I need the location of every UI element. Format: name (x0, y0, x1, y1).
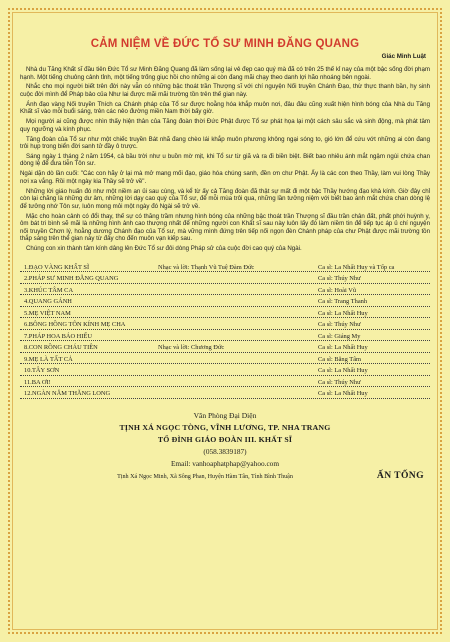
track-singer: Ca sĩ: La Nhất Huy (318, 309, 368, 317)
track-row (20, 387, 430, 399)
track-credit: Nhạc và lời: Thạnh Vũ Tuệ Đàm Đức (158, 263, 255, 271)
footer (20, 411, 430, 480)
track-singer: Ca sĩ: Thúy Như (318, 378, 361, 386)
paragraph: Mặc cho hoàn cảnh có đổi thay, thế sự có thăng trầm nhưng hình bóng của những bậc thoát trần Thượng sĩ đầu trần chân đất, phất phới huỳnh y, ôm bát tri bình sẽ mãi là những hình ảnh cao thượng nhất để những người con Khất sĩ sau này luôn lấy đó làm niềm tin để tiếp tục áp ủ chí nguyện nối truyền Chơn lý, hoằng dương Chánh đạo của Tổ sư, mà vững mình đứng trên tiếp nối ngọn đèn Chánh pháp của chư Phật được mãi trường tồn thắp sáng trên thế gian này từ đây cho đến muôn vạn kiếp sau. (20, 212, 430, 243)
track-row (20, 341, 430, 353)
track-name: 1.ĐẠO VÀNG KHẤT SĨ (24, 263, 90, 271)
paragraph: Ngài dặn dò lần cuối: "Các con hãy ở lại mà mở mang mối đạo, giáo hóa chúng sanh, đền ơn chư Phật. Ấy là các con theo Thầy, làm vui lòng Thầy nơi xa vắng. Rồi một ngày kia Thầy sẽ trở về". (20, 170, 430, 185)
track-singer: Ca sĩ: Thúy Như (318, 321, 361, 329)
address-line (20, 469, 430, 481)
track-singer: Ca sĩ: La Nhất Huy (318, 344, 368, 352)
track-singer: Ca sĩ: Thúy Như (318, 275, 361, 283)
phone-number: (058.3839187) (203, 446, 247, 456)
track-row (20, 330, 430, 342)
track-name: 11.BA ƠI! (24, 378, 51, 386)
author: Giác Minh Luật (381, 53, 426, 60)
track-name: 2.PHÁP SƯ MINH ĐĂNG QUANG (24, 275, 119, 283)
content (20, 38, 430, 480)
track-row (20, 364, 430, 376)
paragraph: Nhắc cho mọi người biết trên đời này vẫn có những bậc thoát trần Thượng sĩ với chí nguyện Nối truyền Chánh Đạo, thừ thực thanh bần, hy sinh cuộc đời mình để Pháp bảo của Như lai được mãi mãi trường tồn trên thế gian này. (20, 83, 430, 98)
track-name: 3.KHÚC TÂM CA (24, 286, 74, 294)
track-name: 12.NGÀN NĂM THĂNG LONG (24, 390, 111, 398)
track-credit: Nhạc và lời: Chương Đức (158, 344, 225, 352)
article-body (20, 66, 430, 253)
publication-stamp: ẤN TỐNG (376, 469, 424, 481)
track-list (20, 261, 430, 399)
organization-name: TỔ ĐÌNH GIÁO ĐOÀN III. KHẤT SĨ (157, 434, 293, 444)
track-name: 8.CON RỒNG CHÁU TIÊN (24, 344, 98, 352)
track-singer: Ca sĩ: Hoài Vũ (318, 286, 357, 294)
track-name: 7.PHÁP HOA BÁO HIẾU (24, 332, 92, 340)
paragraph: Những lời giáo huấn đó như một niềm an ủi sau cùng, và kể từ ấy cả Tăng đoàn đã thật sự mất đi một bậc Thầy hướng đạo khả kính. Giờ đây chỉ còn lại chăng là những dư âm, những lời dạy cao quý của Tổ sư, để mỗi mùa trôi qua, những lần tưởng niệm với biết bao ánh mắt chứa chan dòng lệ để tưởng nhớ Tôn sư, luôn mong mỏi một ngày đó Ngài sẽ trở về. (20, 187, 430, 210)
track-row (20, 307, 430, 319)
track-singer: Ca sĩ: Giáng My (318, 332, 361, 340)
paragraph: Ánh đạo vàng Nối truyền Thích ca Chánh pháp của Tổ sư được hoằng hóa khắp muôn nơi, đâu đâu cũng xuất hiện hình bóng của Nhà du Tăng Khất sĩ vào mỗi buổi sáng, trên các nẻo đường miền Nam thời bấy giờ. (20, 100, 430, 116)
page-title: CẢM NIỆM VỀ ĐỨC TỔ SƯ MINH ĐĂNG QUANG (90, 38, 360, 50)
track-name: 4.QUANG GÁNH (24, 298, 72, 306)
track-singer: Ca sĩ: La Nhất Huy (318, 390, 368, 398)
paragraph: Mọi người ai cũng được nhìn thấy hiện thân của Tăng đoàn thời Đức Phật được Tổ sư phát họa lại một cách sâu sắc và sinh động, mà phát tâm quy ngưỡng và kính phục. (20, 118, 430, 133)
paragraph: Sáng ngày 1 tháng 2 năm 1954, cả bầu trời như u buồn mờ mịt, khi Tổ sư từ giã và ra đi biền biệt. Biết bao nhiêu ánh mắt ngậm ngùi chứa chan dòng lệ để đưa tiễn Tôn sư. (20, 152, 430, 168)
paragraph: Tăng đoàn của Tổ sư như một chiếc truyền Bát nhã đang chèo lái khắp muôn phương không ngại sóng to, gió lớn để cứu vớt những ai còn đang trôi hụp trong biển đời sanh tử đầy ô trược. (20, 135, 430, 151)
track-row (20, 272, 430, 284)
track-singer: Ca sĩ: Trang Thanh (318, 298, 368, 306)
track-singer: Ca sĩ: Băng Tâm (318, 355, 362, 363)
track-name: 5.MẸ VIỆT NAM (24, 309, 71, 317)
track-row (20, 353, 430, 365)
office-label: Văn Phòng Đại Diện (193, 410, 257, 420)
paragraph: Chúng con xin thành tâm kính dâng lên Đức Tổ sư đôi dòng Pháp sử của cuộc đời cao quý của Ngài. (26, 245, 302, 253)
temple-name: TỊNH XÁ NGỌC TÒNG, VĨNH LƯƠNG, TP. NHA TRANG (119, 422, 331, 432)
track-singer: Ca sĩ: La Nhất Huy (318, 367, 368, 375)
paragraph: Nhà du Tăng Khất sĩ đầu tiên Đức Tổ sư Minh Đăng Quang đã làm sống lại vẻ đẹp cao quý mà đã có trên 25 thế kỉ nay của một bậc sống đời phạm hạnh. Một tiếng chuông cảnh tỉnh, một tiếng trống giục hồi cho những ai còn đang mãi chạy theo danh lợi hão nhoáng bên ngoài. (20, 66, 430, 81)
track-row (20, 284, 430, 296)
track-name: 6.BÔNG HỒNG TÔN KÍNH MẸ CHA (24, 321, 126, 329)
track-row (20, 261, 430, 273)
track-name: 9.MẸ LÀ TẤT CẢ (24, 355, 73, 363)
track-singer: Ca sĩ: La Nhất Huy và Tốp ca (318, 263, 395, 271)
address-text: Tịnh Xá Ngọc Minh, Xã Sông Phan, Huyện Hàm Tân, Tỉnh Bình Thuận (117, 473, 293, 480)
track-name: 10.TÂY SƠN (24, 367, 60, 375)
email-address: Email: vanhoaphatphap@yahoo.com (170, 458, 280, 468)
track-row (20, 376, 430, 388)
track-row (20, 318, 430, 330)
track-row (20, 295, 430, 307)
